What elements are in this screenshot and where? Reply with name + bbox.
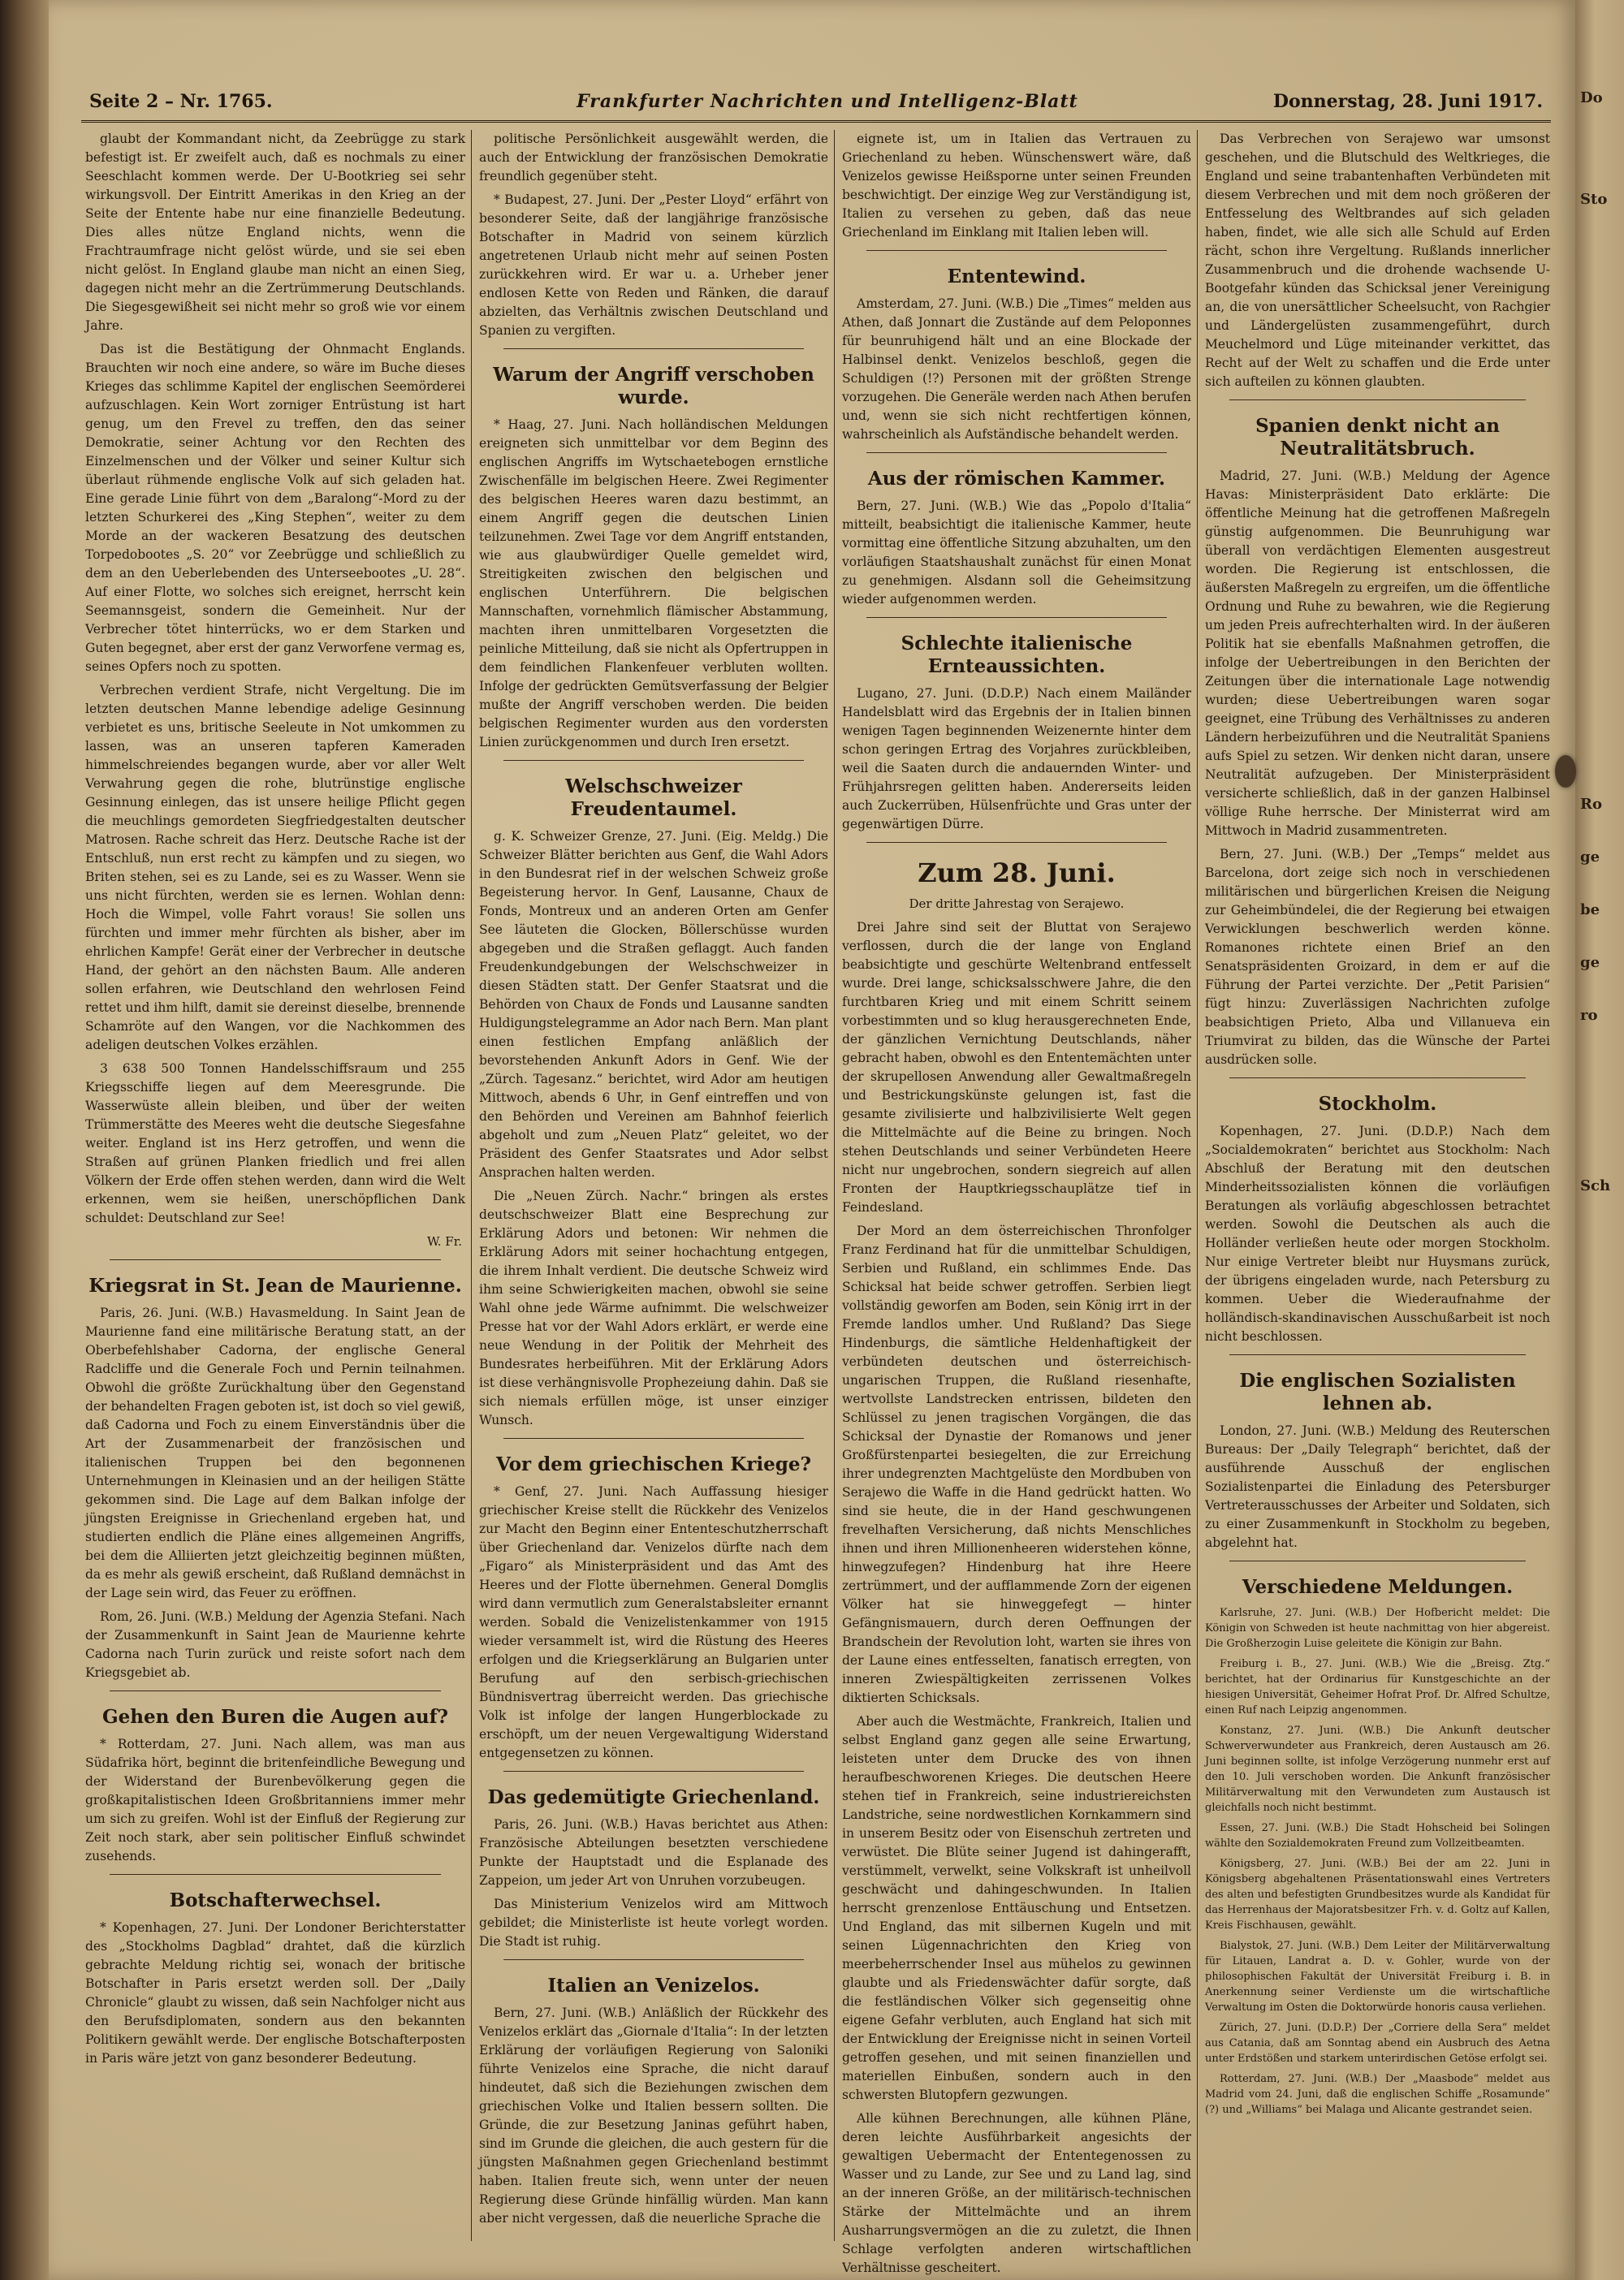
paragraph: * Budapest, 27. Juni. Der „Pester Lloyd“ erfährt von besonderer Seite, daß der langjährige französische Botschafter in Madrid von seinem kürzlich angetretenen Urlaub nicht mehr auf seinen Posten zurückkehren wird. Er war u. a. Urheber jener endlosen Kette von Reden und Ränken, die darauf abzielten, das Verhältnis zwischen Deutschland und Spanien zu vergiften. <box>479 192 828 338</box>
article-separator <box>866 842 1167 843</box>
article-separator <box>1229 399 1526 400</box>
paragraph: g. K. Schweizer Grenze, 27. Juni. (Eig. Meldg.) Die Schweizer Blätter berichten aus Genf, die Wahl Adors in den Bundesrat rief in der welschen Schweiz große Begeisterung hervor. In Genf, Lausanne, Chaux de Fonds, Montreux und an anderen Orten am Genfer See läuteten die Glocken, Böllerschüsse wurden abgegeben und die Straßen geflaggt. Auch fanden Freudenkundgebungen der Welschschweizer in diesen Städten statt. Der Genfer Staatsrat und die Behörden von Chaux de Fonds und Lausanne sandten Huldigungstelegramme an Ador nach Bern. Man plant einen festlichen Empfang anläßlich der bevorstehenden Ankunft Adors in Genf. Wie der „Zürch. Tagesanz.“ berichtet, wird Ador am heutigen Mittwoch, abends 6 Uhr, in Genf eintreffen und von den Behörden und Vereinen am Bahnhof feierlich abgeholt und zum „Neuen Platz“ geleitet, wo der Präsident des Genfer Staatsrates und Ador selbst Ansprachen halten werden. <box>479 829 828 1180</box>
article-headline: Schlechte italienische Ernteaussichten. <box>901 633 1133 677</box>
paragraph: * Haag, 27. Juni. Nach holländischen Meldungen ereigneten sich unmittelbar vor dem Beginn des englischen Angriffs im Wytschaetebogen ernstliche Zwischenfälle im belgischen Heere. Zwei Regimenter des belgischen Heeres waren dazu bestimmt, an einem Angriff gegen die deutschen Linien teilzunehmen. Zwei Tage vor dem Angriff entstanden, wie aus glaubwürdiger Quelle gemeldet wird, Streitigkeiten zwischen den belgischen und englischen Unterführern. Die belgischen Mannschaften, vornehmlich flämischer Abstammung, machten ihren unmittelbaren Vorgesetzten die peinliche Mitteilung, daß sie nicht als Opfertruppen in dem feindlichen Flankenfeuer verbluten wollten. Infolge der gedrückten Gemütsverfassung der Belgier mußte der Angriff verschoben werden. Die beiden belgischen Regimenter wurden aus den vordersten Linien zurückgenommen und durch Iren ersetzt. <box>479 417 828 749</box>
paragraph: * Kopenhagen, 27. Juni. Der Londoner Berichterstatter des „Stockholms Dagblad“ drahtet, daß die kürzlich gebrachte Meldung richtig sei, wonach der britische Botschafter in Paris ersetzt werden soll. Der „Daily Chronicle“ glaubt zu wissen, daß sein Nachfolger nicht aus den Berufsdiplomaten, sondern aus den bekannten Politikern gewählt werde. Der englische Botschafterposten in Paris wäre jetzt von ganz besonderer Bedeutung. <box>85 1920 465 2066</box>
article-separator <box>866 250 1167 251</box>
article-headline: Aus der römischen Kammer. <box>867 468 1166 490</box>
paragraph: eignete ist, um in Italien das Vertrauen zu Griechenland zu heben. Wünschenswert wäre, daß Venizelos gewisse Heißsporne unter seinen Freunden beschwichtigt. Der einzige Weg zur Verständigung ist, Italien zu versehen zu geben, daß das neue Griechenland im Einklang mit Italien leben will. <box>842 132 1191 240</box>
article-headline: Botschafterwechsel. <box>169 1889 382 1911</box>
paragraph: Die „Neuen Zürch. Nachr.“ bringen als erstes deutschschweizer Blatt eine Besprechung zur Erklärung Adors und betonen: Wir nehmen die Erklärung Adors mit seiner hochachtung entgegen, die ihrem Inhalt verdient. Die deutsche Schweiz wird ihm seine Schwierigkeiten machen, obwohl sie seine Wahl ohne jede Wärme aufnimmt. Die welschweizer Presse hat vor der Wahl Adors erklärt, er werde eine neue Wendung in der Politik der Mehrheit des Bundesrates herbeiführen. Mit der Erklärung Adors ist diese verhängnisvolle Prophezeiung dahin. Daß sie sich niemals erfüllen möge, ist unser einziger Wunsch. <box>479 1189 828 1427</box>
article-separator <box>1229 1354 1526 1355</box>
paragraph: Essen, 27. Juni. (W.B.) Die Stadt Hohscheid bei Solingen wählte den Sozialdemokraten Freund zum Vollzeitbeamten. <box>1205 1822 1550 1850</box>
paragraph: Alle kühnen Berechnungen, alle kühnen Pläne, deren leichte Ausführbarkeit angesichts der gewaltigen Uebermacht der Ententegenossen zu Wasser und zu Lande, zur See und zu Land lag, sind an der inneren Größe, an der militärisch-technischen Stärke der Mittelmächte und an ihrem Ausharrungsvermögen an die zu zuletzt, die Ihnen Schlage verfolgten anderen wirtschaftlichen Verhältnisse gescheitert. <box>842 2111 1191 2275</box>
column-1 <box>85 130 465 2241</box>
paragraph: politische Persönlichkeit ausgewählt werden, die auch der Entwicklung der französischen Demokratie freundlich gegenüber steht. <box>479 132 828 184</box>
book-binding <box>0 0 49 2280</box>
paragraph: Amsterdam, 27. Juni. (W.B.) Die „Times“ melden aus Athen, daß Jonnart die Zustände auf dem Peloponnes für beunruhigend hält und an eine Blockade der Halbinsel denkt. Venizelos beschloß, gegen die Schuldigen (!?) Personen mit der größten Strenge vorzugehen. Die Generäle werden nach Athen berufen und, wenn sie sich nicht rechtfertigen können, wahrscheinlich als Aufständische behandelt werden. <box>842 296 1191 442</box>
column-divider <box>1197 130 1198 2241</box>
column-divider <box>471 130 472 2241</box>
paragraph: Der Mord an dem österreichischen Thronfolger Franz Ferdinand hat für die unmittelbar Schuldigen, Serbien und Rußland, ein schlimmes Ende. Das Schicksal hat beide schwer getroffen. Serbien liegt vollständig geworfen am Boden, sein König irrt in der Fremde landlos umher. Und Rußland? Das Siege Hindenburgs, die sämtliche Heldenhaftigkeit der verbündeten deutschen und österreichisch-ungarischen Truppen, die Rußland riesenhafte, wertvollste Landstrecken entrissen, bildeten den Schlüssel zu jenen tragischen Vorgängen, die das Schicksal der Dynastie der Romanows und jener Großfürstenpartei besiegelten, die zur Erreichung ihrer undegrenzten Machtgelüste den Mordbuben von Serajewo die Waffe in die Hand gedrückt hatten. Wo sind sie heute, die in der Hand geschwungenen frevelhaften Versicherung, daß nichts Menschliches ihnen und ihren Millionenheeren widerstehen könne, hinwegzufegen? Hindenburg hat ihre Heere zertrümmert, und der aufflammende Zorn der eigenen Völker hat sie hinweggefegt — hinter Gefängnismauern, durch deren Oeffnungen der Brandschein der Revolution loht, warten sie ihres von der Laune eines entfesselten, fanatisch erregten, von inneren Zwiespältigkeiten zerrissenen Volkes diktierten Schicksals. <box>842 1224 1191 1705</box>
article-headline: Gehen den Buren die Augen auf? <box>102 1706 448 1728</box>
paragraph: Aber auch die Westmächte, Frankreich, Italien und selbst England ganz gegen alle seine Erwartung, leisteten unter dem Drucke des von ihnen heraufbeschworenen Krieges. Die deutschen Heere stehen tief in Frankreich, seine industriereichsten Landstriche, seine nordwestlichen Kornkammern sind in unserem Besitz oder von Eisenschuh zertreten und verwüstet. Die Blüte seiner Jugend ist dahingerafft, verstümmelt, verwelkt, seine Volkskraft ist unheilvoll geschwächt und dahingeschwunden. In Italien herrscht grenzenlose Enttäuschung und Entsetzen. Und England, das mit silbernen Kugeln und mit seinen Lügennachrichten den Krieg von meerbeherrschender Insel aus mühelos zu gewinnen glaubte und als Friedenswächter dafür sorgte, daß die festländischen Völker sich gegenseitig ohne eigene Gefahr verbluten, auch England hat sich mit der Entwicklung der Ereignisse nicht in seinen Vorteil getroffen gesehen, und mit seinen finanziellen und materiellen Einbußen, sondern auch in den schwersten Blutopfern gezwungen. <box>842 1714 1191 2102</box>
paragraph: Verbrechen verdient Strafe, nicht Vergeltung. Die im letzten deutschen Manne lebendige adelige Gesinnung verbietet es uns, britische Seeleute in Not umkommen zu lassen, was an unseren tapferen Kameraden himmelschreiendes begangen wurde, aber vor aller Welt Verwahrung gegen die rohe, blutrünstige englische Gesinnung einlegen, das ist unsere heilige Pflicht gegen die meuchlings gemordeten Siegfriedgestalten deutscher Matrosen. Rache schreit das Herz. Deutsche Rache ist der Entschluß, nun erst recht zu kämpfen und zu siegen, wo Briten stehen, sei es zu Lande, sei es zu Wasser. Wenn sie uns nicht fürchten, werden sie es lernen. Wohlan denn: Hoch die Wimpel, volle Fahrt voraus! Sie sollen uns fürchten und immer mehr fürchten als bisher, aber im ehrlichen Kampfe! Gerät einer der Verbrecher in deutsche Hand, der gehört an den nächsten Baum. Alle anderen sollen erfahren, wie Deutschland den wehrlosen Feind rettet und ihm hilft, damit sie dereinst dieselbe, brennende Schamröte auf den Wangen, vor die Nachkommen des adeligen deutschen Volkes erzählen. <box>85 683 465 1052</box>
article-subtitle: Der dritte Jahrestag von Serajewo. <box>909 896 1125 911</box>
article-separator <box>503 1959 804 1960</box>
article-separator <box>503 1438 804 1439</box>
paragraph: glaubt der Kommandant nicht, da Zeebrügge zu stark befestigt ist. Er zweifelt auch, daß es nochmals zu einer Seeschlacht kommen werde. Der U-Bootkrieg sei sehr wirkungsvoll. Der Eintritt Amerikas in den Krieg an der Seite der Entente habe nur eine finanzielle Bedeutung. Dies alles nütze England nichts, wenn die Frachtraumfrage nicht gelöst würde, und sie sei eben nicht gelöst. In England glaube man nicht an einen Sieg, dagegen nicht mehr an die Zertrümmerung Deutschlands. Die Siegesgewißheit sei nicht mehr so groß wie vor einem Jahre. <box>85 132 465 333</box>
article-separator <box>866 452 1167 453</box>
next-page-fragment: ge <box>1580 849 1600 866</box>
next-page-fragment: be <box>1580 901 1600 918</box>
next-page-fragment: Sto <box>1580 191 1608 208</box>
column-4 <box>1205 130 1550 2241</box>
paragraph: Rom, 26. Juni. (W.B.) Meldung der Agenzia Stefani. Nach der Zusammenkunft in Saint Jean de Maurienne kehrte Cadorna nach Turin zurück und reiste sofort nach dem Kriegsgebiet ab. <box>85 1609 465 1680</box>
article-headline: Welschschweizer Freudentaumel. <box>565 775 742 820</box>
column-2 <box>479 130 828 2241</box>
paragraph: Das Ministerium Venizelos wird am Mittwoch gebildet; die Ministerliste ist heute vorlegt worden. Die Stadt ist ruhig. <box>479 1897 828 1949</box>
article-headline: Die englischen Sozialisten lehnen ab. <box>1239 1370 1516 1414</box>
article-separator <box>503 348 804 349</box>
issue-date: Donnerstag, 28. Juni 1917. <box>1272 91 1543 112</box>
paragraph: Rotterdam, 27. Juni. (W.B.) Der „Maasbode“ meldet aus Madrid vom 24. Juni, daß die englischen Schiffe „Rosamunde“ (?) und „Williams“ bei Malaga und Alicante gestrandet seien. <box>1205 2073 1550 2116</box>
article-headline: Spanien denkt nicht an Neutralitätsbruch. <box>1255 415 1500 460</box>
next-page-fragment: ro <box>1580 1007 1598 1024</box>
paragraph: Karlsruhe, 27. Juni. (W.B.) Der Hofbericht meldet: Die Königin von Schweden ist heute nachmittag von hier abgereist. Die Großherzogin Luise geleitete die Königin zur Bahn. <box>1205 1607 1550 1650</box>
paragraph: Paris, 26. Juni. (W.B.) Havas berichtet aus Athen: Französische Abteilungen besetzten verschiedene Punkte der Hauptstadt und die Esplanade des Zappeion, um jeder Art von Unruhen vorzubeugen. <box>479 1817 828 1888</box>
paragraph: Das Verbrechen von Serajewo war umsonst geschehen, und die Blutschuld des Weltkrieges, die England und seine trabantenhaften Verbündeten mit diesem Verbrechen und mit dem noch größeren der Entfesselung des Weltbrandes auf sich geladen haben, findet, wie alle sich alle Schuld auf Erden rächt, schon ihre Vergeltung. Rußlands innerlicher Zusammenbruch und die drohende wachsende U-Bootgefahr künden das Schicksal jener Vereinigung an, die von unersättlicher Scheelsucht, von Rachgier und Ländergelüsten zusammengeführt, durch Meuchelmord und Lüge miteinander verkittet, das Recht auf der Welt zu schaffen und die Erde unter sich aufteilen zu können glaubten. <box>1205 132 1550 389</box>
paragraph: Bern, 27. Juni. (W.B.) Anläßlich der Rückkehr des Venizelos erklärt das „Giornale d'Italia“: In der letzten Erklärung der vorläufigen Regierung von Saloniki führte Venizelos eine Sprache, die nicht darauf hindeutet, daß sich die Beziehungen zwischen dem griechischen Volke und Italien bessern sollten. Die Gründe, die zur Besetzung Janinas geführt haben, sind im Grunde die gleichen, die auch gestern für die jüngsten Maßnahmen gegen Griechenland bestimmt haben. Italien freute sich, wenn unter der neuen Regierung diese Gründe hinfällig würden. Man kann aber nicht vergessen, daß die neuerliche Sprache die <box>479 2006 828 2226</box>
article-separator <box>503 1771 804 1772</box>
page-number: Seite 2 – Nr. 1765. <box>89 91 273 112</box>
paragraph: Zürich, 27. Juni. (D.D.P.) Der „Corriere della Sera“ meldet aus Catania, daß am Sonntag abend ein Ausbruch des Aetna unter Erdstößen und starkem unterirdischen Getöse erfolgt sei. <box>1205 2022 1550 2065</box>
paragraph: Drei Jahre sind seit der Bluttat von Serajewo verflossen, durch die der lange von England beabsichtigte und geschürte Weltenbrand entfesselt wurde. Drei lange, schicksalsschwere Jahre, die den furchtbaren Krieg und mit einem Schritt seinem vorbestimmten und so klug herausgerechneten Ende, der gänzlichen Vernichtung Deutschlands, näher gebracht haben, obwohl es den Ententemächten unter der skrupellosen Anwendung aller Gewaltmaßregeln und Bestrickungskünste gelungen ist, fast die gesamte zivilisierte und halbzivilisierte Welt gegen die Mittelmächte auf die Beine zu bringen. Noch stehen Deutschlands und seiner Verbündeten Heere nicht nur ungebrochen, sondern siegreich auf allen Fronten der Hauptkriegsschauplätze tief in Feindesland. <box>842 920 1191 1215</box>
column-divider <box>834 130 835 2241</box>
article-headline: Verschiedene Meldungen. <box>1242 1576 1514 1598</box>
paragraph: Lugano, 27. Juni. (D.D.P.) Nach einem Mailänder Handelsblatt wird das Ergebnis der in Italien binnen wenigen Tagen beginnenden Weizenernte hinter dem schon geringen Ertrag des Vorjahres zurückbleiben, weil die Saaten durch die andauernden Winter- und Frühjahrsregen gelitten haben. Andererseits leiden auch Zuckerrüben, Hülsenfrüchte und Gras unter der gegenwärtigen Dürre. <box>842 686 1191 831</box>
paragraph: Konstanz, 27. Juni. (W.B.) Die Ankunft deutscher Schwerverwundeter aus Frankreich, deren Austausch am 26. Juni beginnen sollte, ist infolge Verzögerung nunmehr erst auf den 10. Juli verschoben worden. Die Ankunft französischer Militärverwaltung mit den Verwundeten zum Austausch ist gleichfalls noch nicht bestimmt. <box>1205 1725 1550 1814</box>
author-signature: W. Fr. <box>426 1234 462 1249</box>
article-separator <box>503 760 804 761</box>
article-headline: Vor dem griechischen Kriege? <box>495 1453 811 1475</box>
paragraph: Das ist die Bestätigung der Ohnmacht Englands. Brauchten wir noch eine andere, so wäre im Buche dieses Krieges das schlimme Kapitel der englischen Seemörderei aufzuschlagen. Kein Wort zorniger Entrüstung ist hart genug, um den Frevel zu treffen, den das seiner Demokratie, seiner Achtung vor den Rechten des Einzelmenschen und der Völker und seiner Kultur sich überlaut rühmende englische Volk auf sich geladen hat. Eine gerade Linie führt von dem „Baralong“-Mord zu der letzten Schurkerei des „King Stephen“, weiter zu dem Morde an der wackeren Besatzung des deutschen Torpedobootes „S. 20“ vor Zeebrügge und schließlich zu dem an den Ueberlebenden des Unterseebootes „U. 28“. Auf einer Flotte, wo solches sich ereignet, herrscht kein Seemannsgeist, sondern die Gemeinheit. Nur der Verbrecher tötet hinterrücks, wo er dem Starken und Guten begegnet, aber erst der ganz Verworfene vermag es, seines Opfers noch zu spotten. <box>85 342 465 674</box>
paragraph: Kopenhagen, 27. Juni. (D.D.P.) Nach dem „Socialdemokraten“ berichtet aus Stockholm: Nach Abschluß der Beratung mit den deutschen Minderheitssozialisten können die vorläufigen Beratungen als vorläufig abgeschlossen betrachtet werden. Sowohl die Deutschen als auch die Holländer verließen heute oder morgen Stockholm. Nur einige Vertreter bleibt nur Huysmans zurück, der übrigens eingeladen wurde, nach Petersburg zu kommen. Ueber die Wiederaufnahme der holländisch-skandinavischen Ausschußarbeit ist noch nicht beschlossen. <box>1205 1124 1550 1344</box>
newspaper-title: Frankfurter Nachrichten und Intelligenz-Blatt <box>577 91 1078 112</box>
punch-hole <box>1555 755 1576 788</box>
paragraph: London, 27. Juni. (W.B.) Meldung des Reuterschen Bureaus: Der „Daily Telegraph“ berichtet, daß der ausführende Ausschuß der englischen Sozialistenpartei die Einladung des Petersburger Vertreterausschusses der Arbeiter und Soldaten, sich zu einer Zusammenkunft in Stockholm zu begeben, abgelehnt hat. <box>1205 1423 1550 1550</box>
paragraph: Bialystok, 27. Juni. (W.B.) Dem Leiter der Militärverwaltung für Litauen, Landrat a. D. v. Gohler, wurde von der philosophischen Fakultät der Universität Freiburg i. B. in Anerkennung seiner Verdienste um die wirtschaftliche Verwaltung im Osten die Doktorwürde honoris causa verliehen. <box>1205 1940 1550 2014</box>
article-headline: Ententewind. <box>947 266 1086 287</box>
paragraph: * Rotterdam, 27. Juni. Nach allem, was man aus Südafrika hört, beginnt die britenfeindliche Bewegung und der Widerstand der Burenbevölkerung gegen die großkapitalistischen Ideen Großbritanniens immer mehr um sich zu greifen. Wohl ist der Einfluß der Regierung zur Zeit noch stark, aber sein politischer Einfluß schwindet zusehends. <box>85 1737 465 1863</box>
article-headline: Das gedemütigte Griechenland. <box>487 1786 820 1808</box>
next-page-fragment: Sch <box>1580 1177 1611 1194</box>
article-headline: Zum 28. Juni. <box>918 857 1116 888</box>
article-headline: Italien an Venizelos. <box>547 1975 760 1997</box>
paragraph: Madrid, 27. Juni. (W.B.) Meldung der Agence Havas: Ministerpräsident Dato erklärte: Die öffentliche Meinung hat die getroffenen Maßregeln günstig aufgenommen. Die Beunruhigung war überall von verdächtigen Elementen ausgestreut worden. Die Regierung ist entschlossen, die äußersten Maßregeln zu ergreifen, um die öffentliche Ordnung und Ruhe zu bewahren, wie die Regierung um jeden Preis aufrechterhalten wird. In der äußeren Politik hat sie ebenfalls Maßnahmen getroffen, die infolge der Uebertreibungen in den Berichten der Zeitungen über die internationale Lage notwendig wurden; diese Uebertreibungen waren sogar geeignet, eine Trübung des Verhältnisses zu anderen Ländern herbeizuführen und die Neutralität Spaniens aufs Spiel zu setzen. Wir denken nicht daran, unsere Neutralität aufzugeben. Der Ministerpräsident versicherte schließlich, daß in der ganzen Halbinsel völlige Ruhe herrsche. Der Ministerrat wird am Mittwoch in Madrid zusammentreten. <box>1205 469 1550 838</box>
column-3 <box>842 130 1191 2275</box>
paragraph: Paris, 26. Juni. (W.B.) Havasmeldung. In Saint Jean de Maurienne fand eine militärische Beratung statt, an der Oberbefehlshaber Cadorna, der englische General Radcliffe und die Generale Foch und Pernin teilnahmen. Obwohl die größte Zurückhaltung über den Gegenstand der behandelten Fragen geboten ist, ist doch so viel gewiß, daß Cadorna und Foch zu einem Einverständnis über die Art der Zusammenarbeit der französischen und italienischen Truppen bei den begonnenen Unternehmungen in Kleinasien und an der heiligen Stätte gekommen sind. Die Lage auf dem Balkan infolge der jüngsten Ereignisse in Griechenland ergeben hat, und studierten endlich die Pläne eines allgemeinen Angriffs, bei dem die Alliierten jetzt gleichzeitig beginnen müßten, da es mehr als gewiß erscheint, daß Rußland demnächst in der Lage sein wird, das Feuer zu eröffnen. <box>85 1306 465 1600</box>
paragraph: Königsberg, 27. Juni. (W.B.) Bei der am 22. Juni in Königsberg abgehaltenen Präsentationswahl eines Vertreters des alten und befestigten Grundbesitzes wurde als Kandidat für das Herrenhaus der Majoratsbesitzer Frh. v. d. Goltz auf Kallen, Kreis Fischhausen, gewählt. <box>1205 1858 1550 1932</box>
page-header <box>81 83 1551 123</box>
article-headline: Kriegsrat in St. Jean de Maurienne. <box>89 1275 462 1297</box>
article-separator <box>866 617 1167 618</box>
paragraph: Freiburg i. B., 27. Juni. (W.B.) Wie die „Breisg. Ztg.“ berichtet, hat der Ordinarius für Kunstgeschichte an der hiesigen Universität, Geheimer Hofrat Prof. Dr. Alfred Schultze, einen Ruf nach Leipzig angenommen. <box>1205 1658 1550 1716</box>
paragraph: Bern, 27. Juni. (W.B.) Der „Temps“ meldet aus Barcelona, dort zeige sich noch in verschiedenen militärischen und bürgerlichen Kreisen die Neigung zur Geheimbündelei, die der Regierung bei etwaigen Verwicklungen beschwerlich werden könne. Romanones richtete einen Brief an den Senatspräsidenten Groizard, in dem er auf die Führung der Partei verzichte. Der „Petit Parisien“ fügt hinzu: Zuverlässigen Nachrichten zufolge beabsichtigen Prieto, Alba und Villanueva ein Triumvirat zu bilden, das die Wünsche der Partei ausdrücken solle. <box>1205 847 1550 1067</box>
next-page-fragment: Ro <box>1580 796 1602 813</box>
paragraph: Bern, 27. Juni. (W.B.) Wie das „Popolo d'Italia“ mitteilt, beabsichtigt die italienische Kammer, heute vormittag eine öffentliche Sitzung abzuhalten, um den vorläufigen Staatshaushalt zunächst für einen Monat zu genehmigen. Alsdann soll die Geheimsitzung wieder aufgenommen werden. <box>842 499 1191 607</box>
paragraph: 3 638 500 Tonnen Handelsschiffsraum und 255 Kriegsschiffe liegen auf dem Meeresgrunde. Die Wasserwüste allein bleiben, und über der weiten Trümmerstätte des Meeres weht die deutsche Siegesfahne weiter. England ist ins Herz getroffen, und wenn die Straßen auf grünen Planken friedlich und frei allen Völkern der Erde offen stehen werden, dann wird die Welt erkennen, wem sie heißen, unerschöpflichen Dank schuldet: Deutschland zur See! <box>85 1061 465 1225</box>
paragraph: * Genf, 27. Juni. Nach Auffassung hiesiger griechischer Kreise stellt die Rückkehr des Venizelos zur Macht den Beginn einer Ententeschutzherrschaft über Griechenland dar. Venizelos dürfte nach dem „Figaro“ als Ministerpräsident und das Amt des Heeres und der Flotte übernehmen. General Domglis wird dann vermutlich zum Generalstabsleiter ernannt werden. Sobald die Venizelistenkammer von 1915 wieder versammelt ist, wird die Rüstung des Heeres erfolgen und die Kriegserklärung an Bulgarien unter Berufung auf den serbisch-griechischen Bündnisvertrag überreicht werden. Das griechische Volk ist infolge der langen Hungerblockade zu erschöpft, um der neuen Vergewaltigung Widerstand entgegensetzen zu können. <box>479 1484 828 1760</box>
next-page-fragment: ge <box>1580 954 1600 971</box>
article-separator <box>1229 1077 1526 1078</box>
article-headline: Stockholm. <box>1318 1093 1437 1115</box>
article-separator <box>110 1874 441 1875</box>
next-page-fragment: Do <box>1580 89 1603 106</box>
article-headline: Warum der Angriff verschoben wurde. <box>493 364 814 408</box>
next-page-edge <box>1575 0 1624 2280</box>
article-separator <box>110 1259 441 1260</box>
